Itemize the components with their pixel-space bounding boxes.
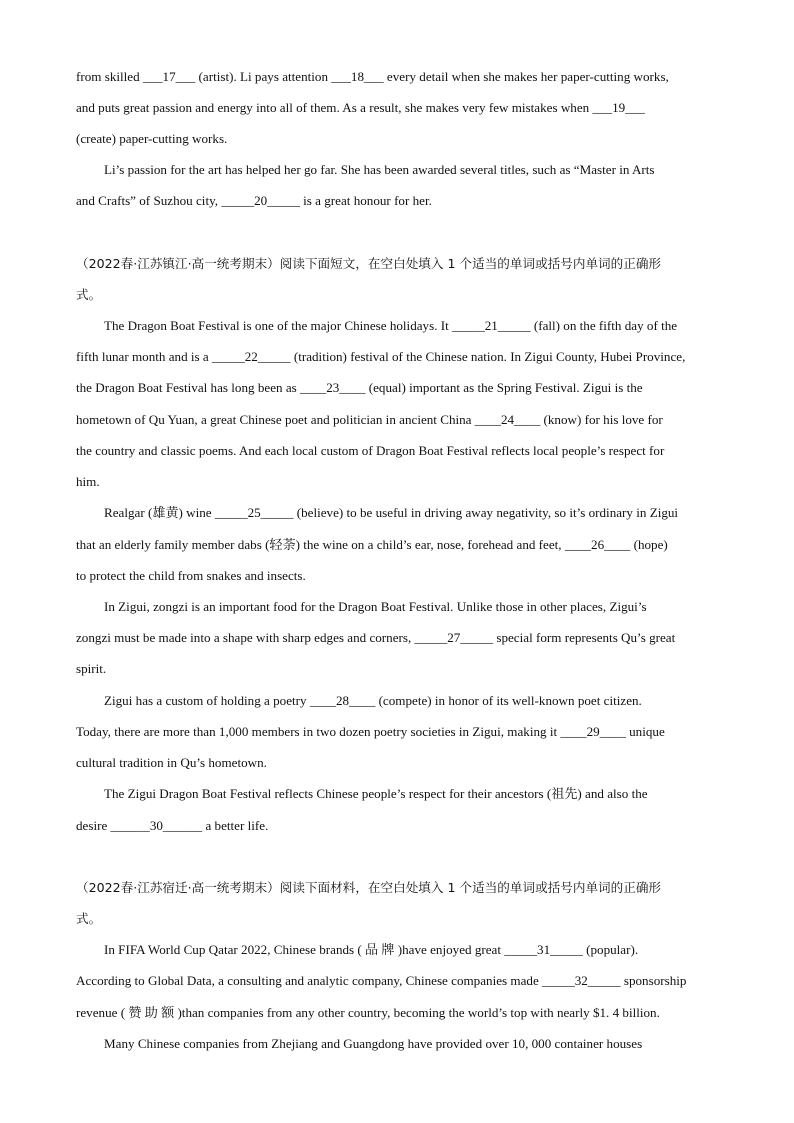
text-line: spirit. xyxy=(76,661,107,676)
text-line: to protect the child from snakes and insects. xyxy=(76,568,306,583)
paragraph-start: The Zigui Dragon Boat Festival reflects Chinese people’s respect for their ancestors (祖先) and also the xyxy=(104,786,648,801)
text-line: fifth lunar month and is a _____22_____ (tradition) festival of the Chinese nation. In Zigui County, Hubei Province, xyxy=(76,349,686,364)
text-line: desire ______30______ a better life. xyxy=(76,818,269,833)
paragraph-start: Li’s passion for the art has helped her go far. She has been awarded several titles, such as “Master in Arts xyxy=(104,162,655,177)
text-line: zongzi must be made into a shape with sharp edges and corners, _____27_____ special form represents Qu’s great xyxy=(76,630,676,645)
text-line: and puts great passion and energy into all of them. As a result, she makes very few mistakes when ___19___ xyxy=(76,100,645,115)
paragraph-start: Realgar (雄黄) wine _____25_____ (believe) to be useful in driving away negativity, so it’s ordinary in Zigui xyxy=(104,505,679,520)
text-line: from skilled ___17___ (artist). Li pays attention ___18___ every detail when she makes her paper-cutting works, xyxy=(76,69,669,84)
text-line: cultural tradition in Qu’s hometown. xyxy=(76,755,267,770)
paragraph-start: The Dragon Boat Festival is one of the major Chinese holidays. It _____21_____ (fall) on the fifth day of the xyxy=(104,318,678,333)
text-line: (create) paper-cutting works. xyxy=(76,131,228,146)
text-line: him. xyxy=(76,474,100,489)
section-header: 式。 xyxy=(76,287,102,302)
text-line: revenue ( 赞 助 额 )than companies from any other country, becoming the world’s top with nearly $1. 4 billion. xyxy=(76,1005,660,1020)
text-line: hometown of Qu Yuan, a great Chinese poet and politician in ancient China ____24____ (know) for his love for xyxy=(76,412,663,427)
paragraph-start: In Zigui, zongzi is an important food for the Dragon Boat Festival. Unlike those in other places, Zigui’s xyxy=(104,599,647,614)
text-line: the country and classic poems. And each local custom of Dragon Boat Festival reflects local people’s respect for xyxy=(76,443,665,458)
text-line: the Dragon Boat Festival has long been as ____23____ (equal) important as the Spring Festival. Zigui is the xyxy=(76,380,643,395)
text-line: that an elderly family member dabs (轻荼) the wine on a child’s ear, nose, forehead and feet, ____26____ (hope) xyxy=(76,537,668,552)
paragraph-start: In FIFA World Cup Qatar 2022, Chinese brands ( 品 牌 )have enjoyed great _____31_____ (popular). xyxy=(104,942,639,957)
paragraph-start: Many Chinese companies from Zhejiang and Guangdong have provided over 10, 000 container houses xyxy=(104,1036,643,1051)
text-line: Today, there are more than 1,000 members in two dozen poetry societies in Zigui, making it ____29____ unique xyxy=(76,724,665,739)
section-header: （2022春·江苏镇江·高一统考期末）阅读下面短文，在空白处填入 1 个适当的单词或括号内单词的正确形 xyxy=(76,256,662,271)
text-line: According to Global Data, a consulting and analytic company, Chinese companies made _____32_____ sponsorship xyxy=(76,973,687,988)
text-line: and Crafts” of Suzhou city, _____20_____ is a great honour for her. xyxy=(76,193,432,208)
paragraph-start: Zigui has a custom of holding a poetry ____28____ (compete) in honor of its well-known poet citizen. xyxy=(104,693,642,708)
section-header: 式。 xyxy=(76,911,102,926)
section-header: （2022春·江苏宿迁·高一统考期末）阅读下面材料，在空白处填入 1 个适当的单词或括号内单词的正确形 xyxy=(76,880,662,895)
